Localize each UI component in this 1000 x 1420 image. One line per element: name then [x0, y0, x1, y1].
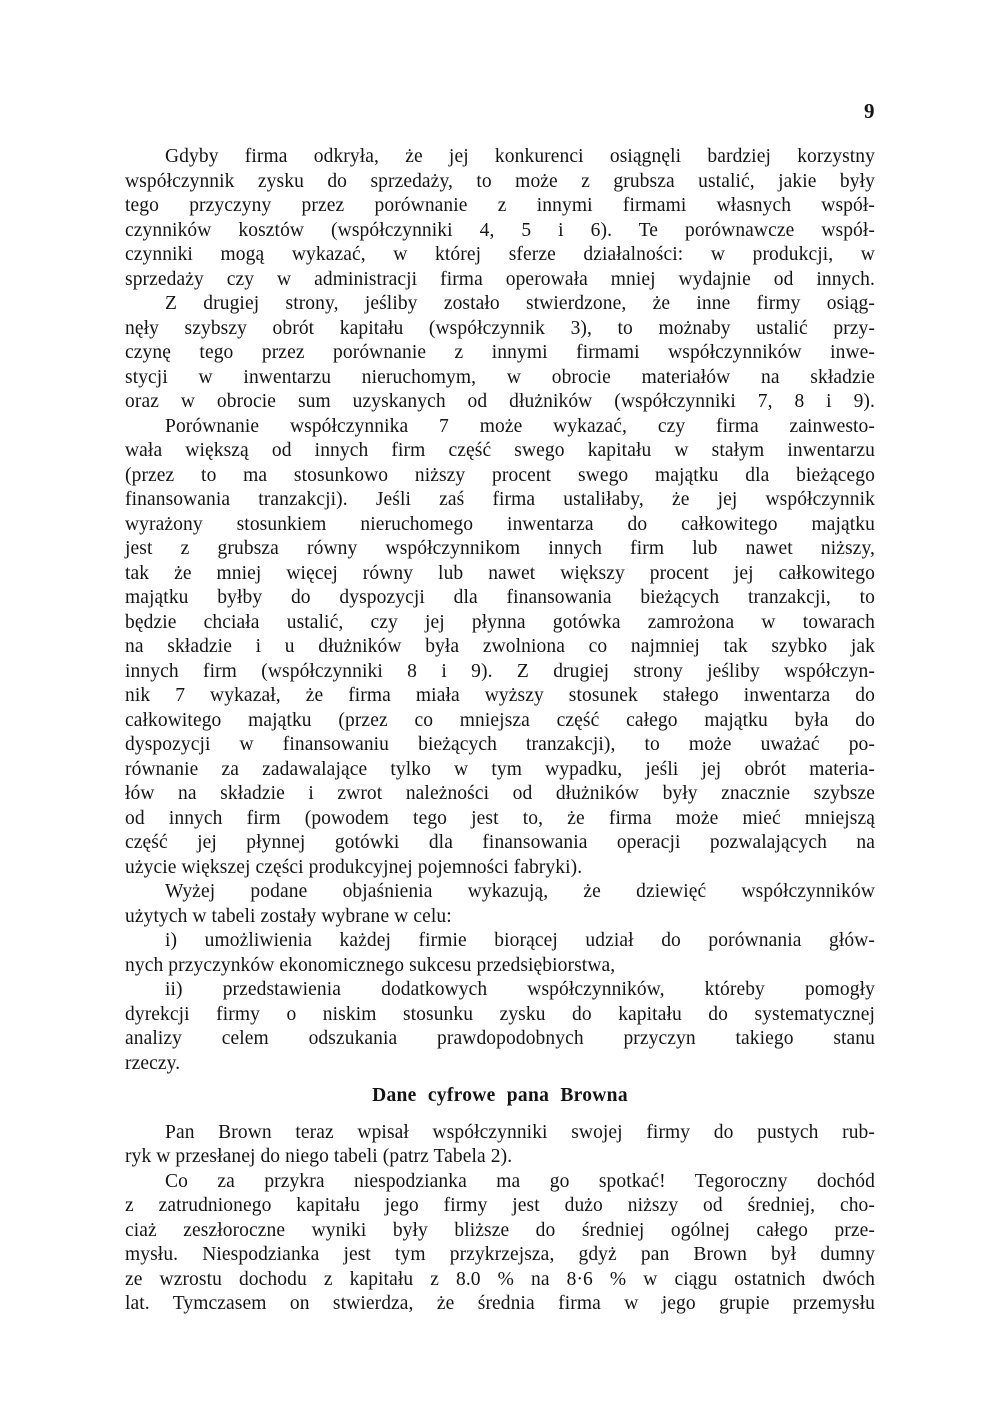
text-line: nęły szybszy obrót kapitału (współczynnik 3), to możnaby ustalić przy- — [125, 317, 875, 339]
text-line: Pan Brown teraz wpisał współczynniki swojej firmy do pustych rub- — [165, 1121, 875, 1143]
text-line: analizy celem odszukania prawdopodobnych przyczyn takiego stanu — [125, 1028, 875, 1049]
text-line: Wyżej podane objaśnienia wykazują, że dziewięć współczynników — [165, 881, 875, 902]
text-line: Gdyby firma odkryła, że jej konkurenci osiągnęli bardziej korzystny — [165, 146, 875, 167]
text-line: równanie za zadawalające tylko w tym wypadku, jeśli jej obrót materia- — [125, 758, 875, 780]
paragraph — [125, 145, 875, 292]
text-line: będzie chciała ustalić, czy jej płynna gotówka zamrożona w towarach — [125, 611, 875, 633]
text-line: na składzie i u dłużników była zwolniona co najmniej tak szybko jak — [125, 636, 875, 657]
paragraph — [125, 1170, 875, 1317]
text-line: majątku byłby do dyspozycji dla finansowania bieżących tranzakcji, to — [125, 587, 875, 608]
text-line: stycji w inwentarzu nieruchomym, w obrocie materiałów na składzie — [125, 366, 875, 388]
text-line: czynę tego przez porównanie z innymi firmami współczynników inwe- — [125, 342, 875, 363]
text-line: łów na składzie i zwrot należności od dłużników były znacznie szybsze — [125, 783, 875, 804]
text-line: tak że mniej więcej równy lub nawet większy procent jej całkowitego — [125, 562, 875, 584]
text-line: (przez to ma stosunkowo niższy procent swego majątku dla bieżącego — [125, 464, 875, 486]
text-line: oraz w obrocie sum uzyskanych od dłużników (współczynniki 7, 8 i 9). — [125, 391, 875, 412]
text-line: ryk w przesłanej do niego tabeli (patrz Tabela 2). — [125, 1146, 513, 1167]
text-line: finansowania tranzakcji). Jeśli zaś firma ustaliłaby, że jej współczynnik — [125, 489, 875, 510]
text-line: lat. Tymczasem on stwierdza, że średnia firma w jego grupie przemysłu — [125, 1293, 875, 1314]
paragraph — [125, 1121, 875, 1170]
paragraph — [125, 292, 875, 415]
text-line: czynniki mogą wykazać, w której sferze działalności: w produkcji, w — [125, 244, 875, 265]
text-line: Porównanie współczynnika 7 może wykazać, czy firma zainwesto- — [165, 415, 875, 437]
text-line: mysłu. Niespodzianka jest tym przykrzejsza, gdyż pan Brown był dumny — [125, 1244, 875, 1265]
paragraph — [125, 929, 875, 978]
text-line: Co za przykra niespodzianka ma go spotkać! Tegoroczny dochód — [165, 1170, 875, 1192]
text-line: z zatrudnionego kapitału jego firmy jest dużo niższy od średniej, cho- — [125, 1195, 875, 1216]
text-line: wyrażony stosunkiem nieruchomego inwentarza do całkowitego majątku — [125, 513, 875, 535]
text-line: i) umożliwienia każdej firmie biorącej udział do porównania głów- — [165, 930, 875, 951]
text-line: dyrekcji firmy o niskim stosunku zysku do kapitału do systematycznej — [125, 1003, 875, 1025]
text-line: nik 7 wykazał, że firma miała wyższy stosunek stałego inwentarza do — [125, 685, 875, 706]
text-line: ciaż zeszłoroczne wyniki były bliższe do średniej ogólnej całego prze- — [125, 1219, 875, 1241]
text-line: innych firm (współczynniki 8 i 9). Z drugiej strony jeśliby współczyn- — [125, 660, 875, 682]
text-line: dyspozycji w finansowaniu bieżących tranzakcji), to może uważać po- — [125, 734, 875, 755]
text-line: całkowitego majątku (przez co mniejsza część całego majątku była do — [125, 709, 875, 731]
text-line: część jej płynnej gotówki dla finansowania operacji pozwalających na — [125, 832, 875, 853]
text-line: wała większą od innych firm część swego kapitału w stałym inwentarzu — [125, 440, 875, 461]
text-line: ze wzrostu dochodu z kapitału z 8.0 % na 8·6 % w ciągu ostatnich dwóch — [125, 1268, 875, 1290]
text-line: czynników kosztów (współczynniki 4, 5 i 6). Te porównawcze współ- — [125, 219, 875, 241]
text-line: jest z grubsza równy współczynnikom innych firm lub nawet niższy, — [125, 538, 875, 559]
text-line: ii) przedstawienia dodatkowych współczynników, któreby pomogły — [165, 979, 875, 1000]
text-line: rzeczy. — [125, 1052, 181, 1074]
text-line: Z drugiej strony, jeśliby zostało stwierdzone, że inne firmy osiąg- — [165, 293, 875, 314]
paragraph — [125, 978, 875, 1076]
text-line: od innych firm (powodem tego jest to, że firma może mieć mniejszą — [125, 807, 875, 829]
text-block — [125, 145, 875, 1317]
text-line: współczynnik zysku do sprzedaży, to może z grubsza ustalić, jakie były — [125, 170, 875, 192]
text-line: użytych w tabeli zostały wybrane w celu: — [125, 905, 452, 927]
text-line: użycie większej części produkcyjnej pojemności fabryki). — [125, 856, 583, 878]
page-number: 9 — [864, 99, 875, 123]
text-line: tego przyczyny przez porównanie z innymi firmami własnych współ- — [125, 195, 875, 216]
text-line: nych przyczynków ekonomicznego sukcesu przedsiębiorstwa, — [125, 954, 616, 976]
text-line: sprzedaży czy w administracji firma operowała mniej wydajnie od innych. — [125, 268, 875, 290]
paragraph — [125, 880, 875, 929]
paragraph — [125, 415, 875, 881]
section-heading: Dane cyfrowe pana Browna — [372, 1085, 628, 1106]
